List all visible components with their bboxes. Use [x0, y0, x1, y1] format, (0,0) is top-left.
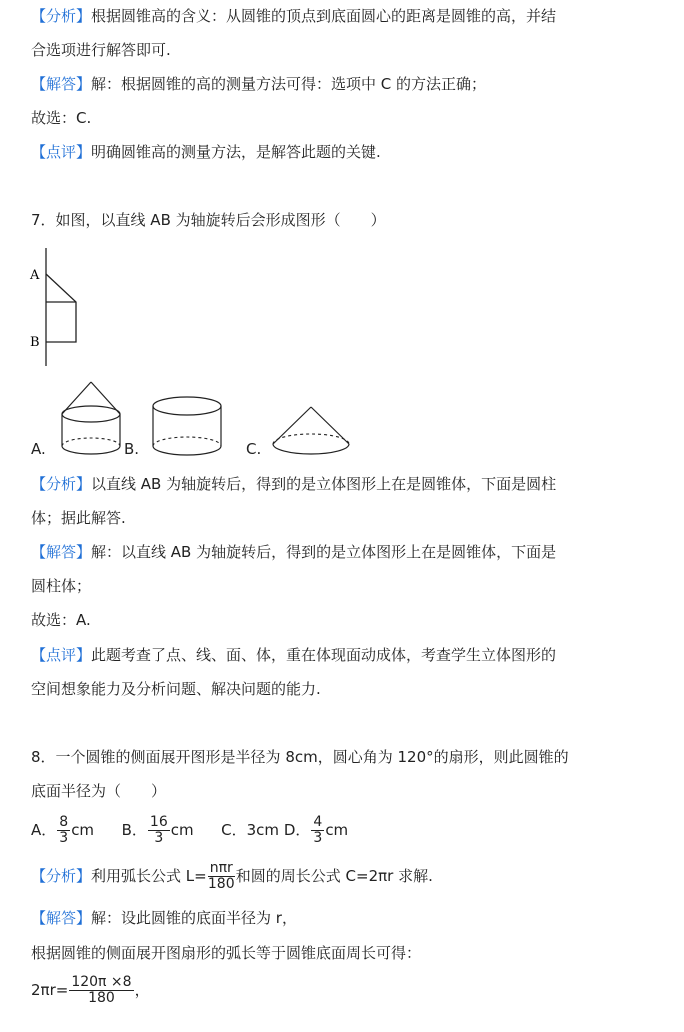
q8-option-d-label: D． — [283, 821, 311, 839]
q7-solution-line1 — [31, 542, 556, 562]
fraction-denominator: 3 — [59, 830, 69, 846]
q8-option-a-unit: cm — [71, 821, 95, 839]
q7-option-b-cylinder — [150, 394, 224, 460]
q7-option-c-cone — [270, 404, 352, 458]
q6-solution-text: 解：根据圆锥的高的测量方法可得：选项中 C 的方法正确； — [91, 75, 487, 93]
analysis-tag: 【分析】 — [31, 7, 92, 25]
solution-tag: 【解答】 — [31, 909, 92, 927]
q7-option-c-label: C. — [246, 440, 262, 458]
q6-analysis-line2: 合选项进行解答即可. — [31, 41, 171, 59]
fraction-denominator: 3 — [154, 830, 164, 846]
q7-rotation-figure — [26, 246, 88, 368]
fraction-denominator: 180 — [207, 876, 235, 892]
q7-option-b-label: B. — [124, 440, 140, 458]
q8-step2-post: ， — [134, 981, 150, 999]
rotating-shape — [46, 274, 76, 342]
q7-analysis-line1 — [31, 474, 556, 494]
fraction-numerator: nπr — [209, 860, 233, 876]
q8-option-a-fraction — [57, 815, 70, 846]
q8-step2-fraction — [69, 975, 133, 1006]
q8-solution-text: 解：设此圆锥的底面半径为 r， — [91, 909, 297, 927]
q7-stem: 7．如图，以直线 AB 为轴旋转后会形成图形（ ） — [31, 211, 386, 229]
q8-option-c: C．3cm — [221, 821, 280, 839]
q6-comment-text: 明确圆锥高的测量方法，是解答此题的关键. — [91, 143, 381, 161]
q7-option-a-label: A. — [31, 440, 46, 458]
q6-analysis-line1 — [31, 6, 556, 26]
comment-tag: 【点评】 — [31, 646, 92, 664]
q8-step1: 根据圆锥的侧面展开图扇形的弧长等于圆锥底面周长可得： — [31, 944, 422, 962]
q8-option-d-fraction — [311, 815, 324, 846]
fraction-denominator: 3 — [313, 830, 323, 846]
q8-option-a-label: A． — [31, 821, 57, 839]
analysis-tag: 【分析】 — [31, 475, 92, 493]
q8-step2-pre: 2πr= — [31, 981, 69, 999]
q7-analysis-text-1: 以直线 AB 为轴旋转后，得到的是立体图形上在是圆锥体，下面是圆柱 — [91, 475, 557, 493]
fraction-denominator: 180 — [88, 990, 115, 1006]
q8-option-b-fraction — [148, 815, 170, 846]
q7-analysis-line2: 体；据此解答. — [31, 509, 126, 527]
q8-option-b-label: B． — [121, 821, 147, 839]
comment-tag: 【点评】 — [31, 143, 92, 161]
solution-tag: 【解答】 — [31, 75, 92, 93]
q8-options — [31, 814, 348, 846]
fraction-numerator: 16 — [149, 814, 168, 830]
q6-choice: 故选：C. — [31, 109, 92, 127]
label-b: B — [30, 335, 40, 350]
q7-solution-text-1: 解：以直线 AB 为轴旋转后，得到的是立体图形上在是圆锥体，下面是 — [91, 543, 557, 561]
solution-tag: 【解答】 — [31, 543, 92, 561]
q8-solution-line — [31, 908, 297, 928]
q8-option-b-unit: cm — [170, 821, 194, 839]
q6-analysis-text-1: 根据圆锥高的含义：从圆锥的顶点到底面圆心的距离是圆锥的高，并结 — [91, 7, 557, 25]
q7-option-a-cone-cylinder — [58, 380, 124, 458]
q8-option-d-unit: cm — [325, 821, 349, 839]
q8-stem-line1: 8．一个圆锥的侧面展开图形是半径为 8cm，圆心角为 120°的扇形，则此圆锥的 — [31, 748, 569, 766]
q7-choice: 故选：A. — [31, 611, 91, 629]
q8-step2 — [31, 974, 150, 1006]
analysis-tag: 【分析】 — [31, 867, 92, 885]
q8-analysis-line — [31, 860, 433, 892]
fraction-numerator: 120π ×8 — [71, 974, 132, 990]
q7-comment-line1 — [31, 645, 556, 665]
fraction-numerator: 4 — [313, 814, 323, 830]
q8-analysis-pre: 利用弧长公式 L= — [91, 867, 207, 885]
q7-comment-line2: 空间想象能力及分析问题、解决问题的能力. — [31, 680, 321, 698]
arc-length-formula-fraction — [208, 861, 235, 892]
q7-solution-line2: 圆柱体； — [31, 577, 92, 595]
q6-solution-line — [31, 74, 486, 94]
fraction-numerator: 8 — [59, 814, 69, 830]
q7-comment-text-1: 此题考查了点、线、面、体，重在体现面动成体，考查学生立体图形的 — [91, 646, 557, 664]
q6-comment-line — [31, 142, 381, 162]
q8-stem-line2: 底面半径为（ ） — [31, 782, 167, 800]
label-a: A — [30, 268, 40, 283]
q8-analysis-post: 和圆的周长公式 C=2πr 求解. — [235, 867, 433, 885]
